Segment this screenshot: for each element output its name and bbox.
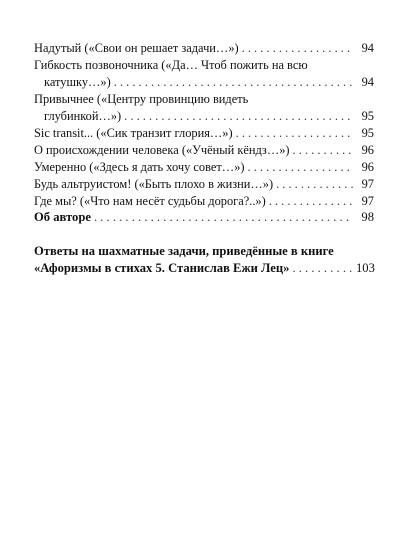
- toc-entry-title: Привычнее («Центру провинцию видеть: [34, 92, 249, 106]
- section-title: Об авторе: [34, 210, 91, 224]
- leader-dots: [236, 125, 353, 142]
- about-author-section: [34, 209, 374, 226]
- toc-entry: [34, 91, 374, 125]
- leader-dots: [292, 260, 353, 277]
- leader-dots: [293, 142, 353, 159]
- toc-entry-title-continued: катушку…»): [44, 75, 111, 89]
- toc-entry: [34, 125, 374, 142]
- leader-dots: [242, 40, 353, 57]
- leader-dots: [114, 74, 353, 91]
- toc-entry: [34, 57, 374, 91]
- toc-entry: [34, 159, 374, 176]
- toc-entry-title: Будь альтруистом! («Быть плохо в жизни…»): [34, 177, 274, 191]
- table-of-contents: [34, 40, 374, 210]
- toc-entry-title: Sic transit... («Сик транзит глория…»): [34, 126, 233, 140]
- toc-entry-title: О происхождении человека («Учёный кёндз…»): [34, 143, 290, 157]
- toc-entry: [34, 142, 374, 159]
- toc-page-number: 95: [361, 126, 374, 140]
- toc-page-number: 94: [361, 41, 374, 55]
- toc-entry-title: Умеренно («Здесь я дать хочу совет…»): [34, 160, 245, 174]
- toc-page-number: 95: [361, 109, 374, 123]
- toc-page-number: 96: [361, 160, 374, 174]
- leader-dots: [124, 108, 353, 125]
- toc-entry-title: Надутый («Свои он решает задачи…»): [34, 41, 239, 55]
- section-title-continued: «Афоризмы в стихах 5. Станислав Ежи Лец»: [34, 261, 290, 275]
- toc-page-number: 96: [361, 143, 374, 157]
- toc-entry-title: Где мы? («Что нам несёт судьбы дорога?..»): [34, 194, 266, 208]
- toc-page-number: 103: [356, 261, 375, 275]
- chess-answers-section: [34, 243, 374, 277]
- toc-entry: [34, 193, 374, 210]
- toc-entry: [34, 40, 374, 57]
- toc-page-number: 94: [361, 75, 374, 89]
- section-title: Ответы на шахматные задачи, приведённые в книге: [34, 244, 334, 258]
- toc-page-number: 98: [361, 210, 374, 224]
- toc-page-number: 97: [361, 177, 374, 191]
- toc-page-number: 97: [361, 194, 374, 208]
- leader-dots: [276, 176, 353, 193]
- leader-dots: [94, 209, 353, 226]
- leader-dots: [269, 193, 353, 210]
- toc-entry-title: Гибкость позвоночника («Да… Чтоб пожить на всю: [34, 58, 308, 72]
- toc-entry-title-continued: глубинкой…»): [44, 109, 122, 123]
- toc-entry: [34, 176, 374, 193]
- leader-dots: [248, 159, 353, 176]
